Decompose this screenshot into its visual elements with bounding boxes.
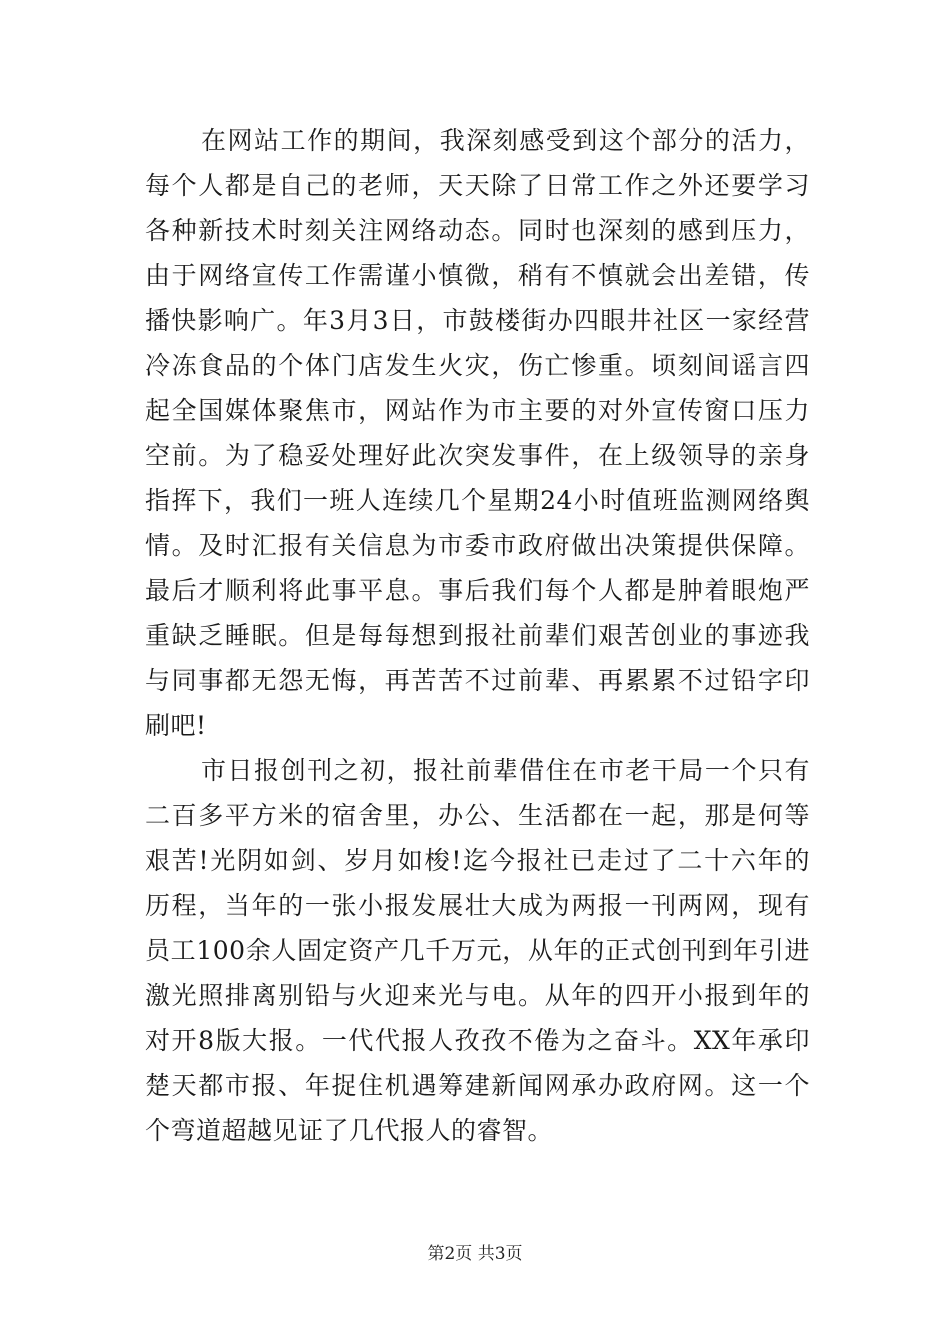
text-line: 对开8版大报。一代代报人孜孜不倦为之奋斗。XX年承印 <box>145 1026 810 1055</box>
text-line: 市日报创刊之初，报社前辈借住在市老干局一个只有 <box>201 756 810 785</box>
paragraph-1 <box>145 118 810 748</box>
text-line: 艰苦!光阴如剑、岁月如梭!迄今报社已走过了二十六年的 <box>145 846 810 875</box>
text-line: 与同事都无怨无悔，再苦苦不过前辈、再累累不过铅字印 <box>145 666 810 695</box>
text-line: 冷冻食品的个体门店发生火灾，伤亡惨重。顷刻间谣言四 <box>145 351 810 380</box>
text-line: 二百多平方米的宿舍里，办公、生活都在一起，那是何等 <box>145 801 810 830</box>
text-line: 指挥下，我们一班人连续几个星期24小时值班监测网络舆 <box>145 486 810 515</box>
text-line: 空前。为了稳妥处理好此次突发事件，在上级领导的亲身 <box>145 441 810 470</box>
text-line: 播快影响广。年3月3日，市鼓楼街办四眼井社区一家经营 <box>145 306 810 335</box>
text-line: 各种新技术时刻关注网络动态。同时也深刻的感到压力， <box>145 216 810 245</box>
page-footer: 第2页 共3页 <box>427 1244 523 1264</box>
text-line: 最后才顺利将此事平息。事后我们每个人都是肿着眼炮严 <box>145 576 810 605</box>
body-text <box>145 118 810 1153</box>
text-line: 起全国媒体聚焦市，网站作为市主要的对外宣传窗口压力 <box>145 396 810 425</box>
text-line: 员工100余人固定资产几千万元，从年的正式创刊到年引进 <box>145 936 810 965</box>
text-line: 重缺乏睡眠。但是每每想到报社前辈们艰苦创业的事迹我 <box>145 621 810 650</box>
text-line: 在网站工作的期间，我深刻感受到这个部分的活力， <box>201 126 810 155</box>
text-line: 激光照排离别铅与火迎来光与电。从年的四开小报到年的 <box>145 981 810 1010</box>
text-line: 历程，当年的一张小报发展壮大成为两报一刊两网，现有 <box>145 891 810 920</box>
text-line: 情。及时汇报有关信息为市委市政府做出决策提供保障。 <box>145 531 810 560</box>
text-line: 每个人都是自己的老师，天天除了日常工作之外还要学习 <box>145 171 810 200</box>
text-line: 刷吧! <box>145 711 207 740</box>
text-line: 由于网络宣传工作需谨小慎微，稍有不慎就会出差错，传 <box>145 261 810 290</box>
text-line: 楚天都市报、年捉住机遇筹建新闻网承办政府网。这一个 <box>145 1071 810 1100</box>
text-line: 个弯道超越见证了几代报人的睿智。 <box>145 1116 554 1145</box>
paragraph-2 <box>145 748 810 1153</box>
